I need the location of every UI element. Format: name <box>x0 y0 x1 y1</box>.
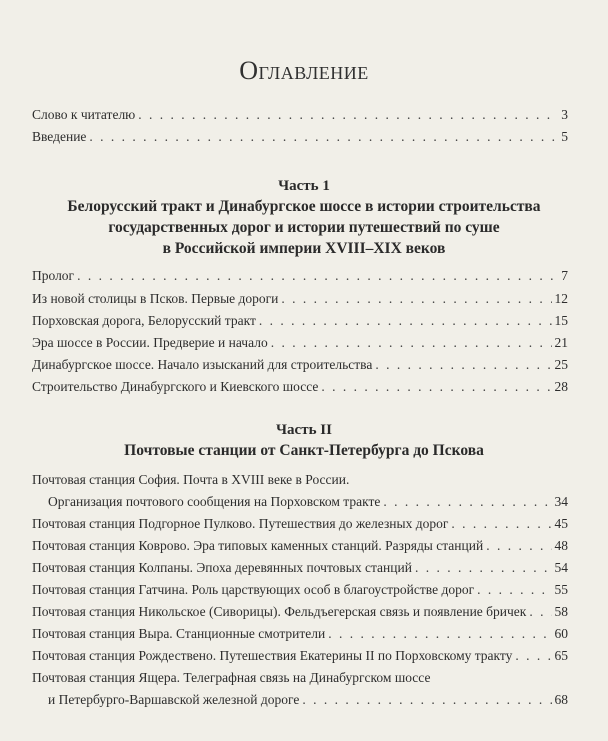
toc-leader-dots <box>302 690 551 710</box>
toc-leader-dots <box>138 105 558 125</box>
toc-entry <box>32 602 568 622</box>
toc-leader-dots <box>89 127 558 147</box>
toc-leader-dots <box>415 558 552 578</box>
toc-entry <box>48 492 568 512</box>
toc-entry <box>32 333 568 353</box>
part-2-number: Часть II <box>276 422 332 438</box>
toc-entry-page: 58 <box>554 604 568 619</box>
toc-leader-dots <box>281 289 551 309</box>
toc-entry-label: Почтовая станция Никольское (Сиворицы). Фельдъегерская связь и появление бричек <box>32 604 527 619</box>
toc-entry-label: Слово к читателю <box>32 107 136 122</box>
toc-entry-page: 15 <box>554 313 568 328</box>
toc-entry-page: 3 <box>561 107 568 122</box>
toc-leader-dots <box>529 602 551 622</box>
toc-entry-first-line: Почтовая станция София. Почта в XVIII веке в России. <box>32 472 350 487</box>
toc-leader-dots <box>451 514 551 534</box>
toc-entry-page: 48 <box>554 538 568 553</box>
toc-entry-page: 45 <box>554 516 568 531</box>
part-2-heading <box>0 420 608 461</box>
toc-entry <box>32 266 568 286</box>
toc-entry-page: 68 <box>554 692 568 707</box>
toc-entry <box>32 127 568 147</box>
toc-entry-label: Пролог <box>32 268 75 283</box>
toc-entry-page: 65 <box>554 648 568 663</box>
part-1-title-line: государственных дорог и истории путешествий по суше <box>108 219 500 236</box>
toc-entry-label: Динабургское шоссе. Начало изысканий для строительства <box>32 357 373 372</box>
toc-leader-dots <box>486 536 551 556</box>
toc-entry <box>32 289 568 309</box>
toc-entry-page: 54 <box>554 560 568 575</box>
toc-entry-label: Почтовая станция Подгорное Пулково. Путешествия до железных дорог <box>32 516 449 531</box>
toc-entry <box>48 690 568 710</box>
toc-entry <box>32 311 568 331</box>
toc-entry-label: Эра шоссе в России. Предверие и начало <box>32 335 268 350</box>
page-title: Оглавление <box>239 56 369 85</box>
toc-entry <box>32 105 568 125</box>
toc-entry-label: и Петербурго-Варшавской железной дороге <box>48 692 300 707</box>
toc-entry-label: Почтовая станция Рождествено. Путешествия Екатерины II по Порховскому тракту <box>32 648 513 663</box>
toc-leader-dots <box>477 580 551 600</box>
toc-entry <box>32 536 568 556</box>
toc-entry-label: Введение <box>32 129 87 144</box>
toc-entry-label: Почтовая станция Выра. Станционные смотрители <box>32 626 326 641</box>
toc-entry <box>32 558 568 578</box>
toc-entry-first-line: Почтовая станция Ящера. Телеграфная связь на Динабургском шоссе <box>32 670 431 685</box>
toc-entry-page: 25 <box>554 357 568 372</box>
part-1-heading <box>0 176 608 259</box>
toc-entry <box>32 514 568 534</box>
toc-entry <box>32 355 568 375</box>
toc-entry-page: 55 <box>554 582 568 597</box>
toc-entry-label: Почтовая станция Гатчина. Роль царствующих особ в благоустройстве дорог <box>32 582 475 597</box>
toc-entry-page: 12 <box>554 291 568 306</box>
toc-entry-label: Порховская дорога, Белорусский тракт <box>32 313 256 328</box>
toc-entry-label: Организация почтового сообщения на Порховском тракте <box>48 494 381 509</box>
toc-entry-page: 7 <box>561 268 568 283</box>
toc-leader-dots <box>375 355 551 375</box>
toc-leader-dots <box>328 624 551 644</box>
toc-entry-label: Почтовая станция Коврово. Эра типовых каменных станций. Разряды станций <box>32 538 484 553</box>
toc-entry-label: Почтовая станция Колпаны. Эпоха деревянных почтовых станций <box>32 560 412 575</box>
toc-leader-dots <box>259 311 552 331</box>
toc-leader-dots <box>515 646 551 666</box>
toc-entry-page: 21 <box>554 335 568 350</box>
toc-entry-page: 34 <box>554 494 568 509</box>
toc-entry-page: 60 <box>554 626 568 641</box>
part-1-number: Часть 1 <box>278 178 330 194</box>
part-2-title-line: Почтовые станции от Санкт-Петербурга до Пскова <box>124 442 484 459</box>
toc-entry-page: 28 <box>554 379 568 394</box>
toc-leader-dots <box>271 333 552 353</box>
toc-entry <box>32 646 568 666</box>
toc-leader-dots <box>383 492 551 512</box>
toc-entry-page: 5 <box>561 129 568 144</box>
toc-entry-label: Из новой столицы в Псков. Первые дороги <box>32 291 279 306</box>
toc-entry <box>32 624 568 644</box>
toc-entry <box>32 377 568 397</box>
toc-entry-label: Строительство Динабургского и Киевского шоссе <box>32 379 319 394</box>
toc-leader-dots <box>321 377 551 397</box>
part-1-title-line: в Российской империи XVIII–XIX веков <box>162 240 446 257</box>
toc-leader-dots <box>77 266 558 286</box>
part-1-title-line: Белорусский тракт и Динабургское шоссе в истории строительства <box>67 198 541 215</box>
toc-entry <box>32 580 568 600</box>
